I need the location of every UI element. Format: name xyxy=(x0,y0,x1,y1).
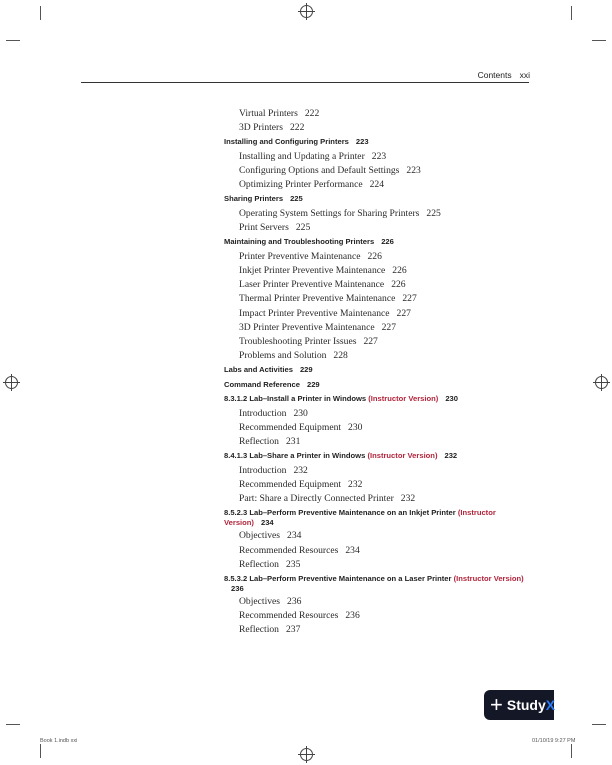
toc-entry-title: 8.5.2.3 Lab–Perform Preventive Maintenance on an Inkjet Printer xyxy=(224,508,456,518)
toc-entry-title: Reflection xyxy=(239,624,279,636)
toc-entry-title: Optimizing Printer Performance xyxy=(239,179,363,191)
toc-entry-title: Problems and Solution xyxy=(239,350,327,362)
toc-page-number: 225 xyxy=(290,194,303,204)
toc-entry-title: 8.5.3.2 Lab–Perform Preventive Maintenance on a Laser Printer xyxy=(224,574,452,583)
toc-entry xyxy=(224,121,524,135)
running-header xyxy=(478,70,530,80)
toc-entry-title: 8.3.1.2 Lab–Install a Printer in Windows xyxy=(224,394,367,404)
toc-entry-title: 3D Printers xyxy=(239,122,283,134)
toc-entry xyxy=(224,107,524,121)
toc-page-number: 223 xyxy=(406,165,421,177)
toc-page-number: 229 xyxy=(306,379,320,389)
toc-page-number: 230 xyxy=(348,422,363,433)
toc-entry-title: Troubleshooting Printer Issues xyxy=(239,335,357,347)
toc-page-number: 225 xyxy=(295,222,311,234)
toc-entry-title: Laser Printer Preventive Maintenance xyxy=(239,279,385,291)
toc-page-number: 223 xyxy=(355,137,369,147)
toc-entry-title: Configuring Options and Default Settings xyxy=(239,165,400,177)
toc-page-number: 235 xyxy=(285,558,301,570)
toc-entry-title: Inkjet Printer Preventive Maintenance xyxy=(239,265,386,276)
registration-mark-icon xyxy=(300,748,313,761)
crop-mark xyxy=(40,6,41,20)
toc-entry xyxy=(224,492,524,506)
instructor-version-label: (Instructor Version) xyxy=(367,451,438,461)
footer-timestamp: 01/10/19 9:27 PM xyxy=(532,738,576,744)
toc-entry xyxy=(224,623,524,637)
toc-page-number: 232 xyxy=(348,479,363,491)
toc-entry xyxy=(224,250,524,264)
toc-entry-title: Command Reference xyxy=(224,379,300,389)
toc-entry-title: 3D Printer Preventive Maintenance xyxy=(239,321,375,333)
toc-entry xyxy=(224,335,524,349)
toc-entry xyxy=(224,544,524,558)
toc-entry xyxy=(224,558,524,572)
registration-mark-icon xyxy=(5,376,18,389)
toc-entry-title: Print Servers xyxy=(239,222,289,234)
toc-entry xyxy=(224,435,524,449)
toc-page-number: 226 xyxy=(391,279,406,291)
toc-entry xyxy=(224,407,524,421)
toc-page-number: 234 xyxy=(260,518,274,528)
toc-entry xyxy=(224,321,524,335)
toc-page-number: 236 xyxy=(287,596,302,607)
instructor-version-label: (Instructor Version) xyxy=(453,574,524,583)
toc-entry-title: Part: Share a Directly Connected Printer xyxy=(239,493,394,505)
toc-page-number: 236 xyxy=(231,584,244,593)
toc-page-number: 222 xyxy=(304,108,320,119)
toc-page-number: 237 xyxy=(285,624,301,636)
running-header-section: Contents xyxy=(477,70,512,80)
crop-mark xyxy=(592,724,606,725)
toc-page-number: 227 xyxy=(381,321,396,333)
toc-section-heading xyxy=(224,192,524,207)
toc-entry-title: Operating System Settings for Sharing Printers xyxy=(239,207,420,219)
toc-page-number: 230 xyxy=(445,394,458,404)
toc-entry-title: Virtual Printers xyxy=(239,108,298,119)
toc-entry-title: Introduction xyxy=(239,407,287,419)
toc-entry-title: Recommended Resources xyxy=(239,544,339,556)
toc-entry-title: Introduction xyxy=(239,464,287,476)
toc-page-number: 228 xyxy=(333,350,348,362)
toc-entry xyxy=(224,464,524,478)
footer-file: Book 1.indb xxi xyxy=(40,738,78,744)
toc-entry xyxy=(224,609,524,623)
instructor-version-label: (Instructor Version) xyxy=(224,508,496,528)
toc-page-number: 232 xyxy=(444,451,458,461)
toc-section-heading xyxy=(224,572,524,595)
toc-page-number: 234 xyxy=(287,530,302,542)
toc-entry-title: Printer Preventive Maintenance xyxy=(239,250,361,262)
toc-page-number: 226 xyxy=(367,250,382,262)
toc-entry xyxy=(224,595,524,609)
toc-page-number: 227 xyxy=(396,307,411,319)
toc-page-number: 227 xyxy=(363,335,378,347)
toc-entry xyxy=(224,221,524,235)
toc-entry xyxy=(224,178,524,192)
toc-entry-title: Objectives xyxy=(239,530,281,542)
toc-entry xyxy=(224,278,524,292)
toc-entry-title: Recommended Equipment xyxy=(239,422,342,433)
toc-page-number: 229 xyxy=(299,365,313,375)
toc-entry-title: Objectives xyxy=(239,596,281,607)
crop-mark xyxy=(6,724,20,725)
toc-entry xyxy=(224,421,524,435)
toc-entry-title: Reflection xyxy=(239,558,279,570)
crop-mark xyxy=(571,744,572,758)
registration-mark-icon xyxy=(300,5,313,18)
toc-section-heading xyxy=(224,235,524,250)
toc-entry xyxy=(224,164,524,178)
registration-mark-icon xyxy=(595,376,608,389)
toc-entry xyxy=(224,478,524,492)
toc-section-heading xyxy=(224,378,524,393)
header-rule xyxy=(81,82,529,83)
toc-page-number: 230 xyxy=(293,407,308,419)
toc-entry xyxy=(224,349,524,363)
toc-entry-title: Maintaining and Troubleshooting Printers xyxy=(224,237,375,247)
plus-icon: + xyxy=(490,692,503,717)
crop-mark xyxy=(6,40,20,41)
toc-section-heading xyxy=(224,392,524,407)
toc-page-number: 226 xyxy=(392,265,407,276)
toc-entry-title: Sharing Printers xyxy=(224,194,284,204)
crop-mark xyxy=(40,744,41,758)
toc-entry xyxy=(224,307,524,321)
toc-page-number: 232 xyxy=(400,493,416,505)
toc-entry xyxy=(224,150,524,164)
toc-entry-title: Thermal Printer Preventive Maintenance xyxy=(239,293,396,305)
toc-entry xyxy=(224,292,524,306)
toc-page-number: 232 xyxy=(293,464,308,476)
crop-mark xyxy=(592,40,606,41)
toc-entry xyxy=(224,207,524,221)
toc-page-number: 223 xyxy=(371,150,387,162)
toc-entry xyxy=(224,529,524,543)
toc-section-heading xyxy=(224,363,524,378)
toc-entry-title: Installing and Updating a Printer xyxy=(239,150,365,162)
crop-mark xyxy=(571,6,572,20)
toc-page-number: 222 xyxy=(289,122,305,134)
toc-entry-title: Labs and Activities xyxy=(224,365,293,375)
toc-section-heading xyxy=(224,135,524,150)
toc-page-number: 227 xyxy=(402,293,417,305)
toc-entry xyxy=(224,264,524,278)
instructor-version-label: (Instructor Version) xyxy=(368,394,439,404)
toc-section-heading xyxy=(224,506,524,529)
studyx-brand: StudyX xyxy=(506,697,556,713)
toc-page-number: 231 xyxy=(285,436,301,448)
toc-entry-title: Impact Printer Preventive Maintenance xyxy=(239,307,390,319)
toc-page-number: 236 xyxy=(345,610,360,622)
toc-entry-title: Installing and Configuring Printers xyxy=(224,137,349,147)
toc-page-number: 224 xyxy=(369,179,385,191)
toc-page-number: 225 xyxy=(426,207,441,219)
table-of-contents xyxy=(224,107,524,638)
running-header-page: xxi xyxy=(519,70,530,80)
toc-page-number: 234 xyxy=(345,544,360,556)
toc-page-number: 226 xyxy=(381,237,394,247)
toc-entry-title: Recommended Resources xyxy=(239,610,339,622)
toc-entry-title: Reflection xyxy=(239,436,279,448)
toc-entry-title: 8.4.1.3 Lab–Share a Printer in Windows xyxy=(224,451,366,461)
studyx-badge[interactable] xyxy=(484,690,554,720)
toc-entry-title: Recommended Equipment xyxy=(239,479,342,491)
toc-section-heading xyxy=(224,449,524,464)
